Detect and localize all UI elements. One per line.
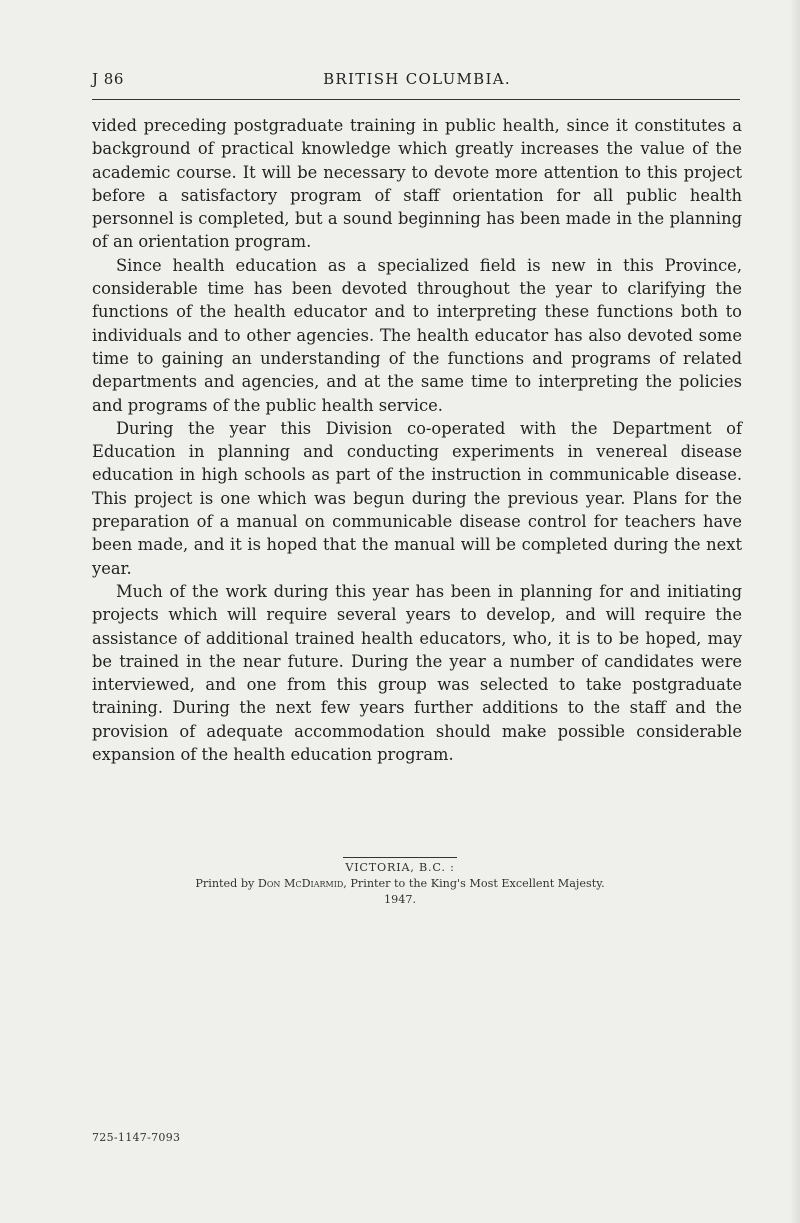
imprint-printer-title: , Printer to the King's Most Excellent Majesty. [343, 877, 605, 890]
header-rule [92, 99, 740, 100]
print-code: 725-1147-7093 [92, 1131, 181, 1144]
paragraph-3: During the year this Division co-operated with the Department of Education in planning and conducting experiments in venereal disease education in high schools as part of the instruction in communicable disease. This project is one which was begun during the previous year. Plans for the preparation of a manual on communicable disease control for teachers have been made, and it is hoped that the manual will be completed during the next year. [92, 418, 742, 578]
imprint-printed-by: Printed by [195, 877, 255, 890]
printer-imprint [0, 857, 800, 908]
paragraph-2: Since health education as a specialized field is new in this Province, considerable time has been devoted throughout the year to clarifying the functions of the health educator and to interpreting these functions both to individuals and to other agencies. The health educator has also devoted some time to gaining an understanding of the functions and programs of related departments and agencies, and at the same time to interpreting the policies and programs of the public health service. [92, 255, 742, 415]
page-number: J 86 [92, 70, 124, 88]
imprint-city: VICTORIA, B.C. : [345, 861, 455, 874]
imprint-printer-name: Don McDiarmid [257, 877, 344, 890]
imprint-rule [343, 857, 457, 858]
page-header [92, 70, 742, 96]
page-edge-shadow [790, 0, 800, 1223]
imprint-year: 1947. [383, 893, 417, 906]
running-title: BRITISH COLUMBIA. [323, 70, 511, 88]
body-text [92, 114, 742, 766]
paragraph-4: Much of the work during this year has been in planning for and initiating projects which will require several years to develop, and will require the assistance of additional trained health educators, who, it is to be hoped, may be trained in the near future. During the year a number of candidates were interviewed, and one from this group was selected to take postgraduate training. During the next few years further additions to the staff and the provision of adequate accommodation should make possible considerable expansion of the health education program. [92, 581, 742, 765]
paragraph-1: vided preceding postgraduate training in public health, since it constitutes a background of practical knowledge which greatly increases the value of the academic course. It will be necessary to devote more attention to this project before a satisfactory program of staff orientation for all public health personnel is completed, but a sound beginning has been made in the planning of an orientation program. [92, 116, 742, 252]
imprint-printer-line [0, 876, 800, 892]
